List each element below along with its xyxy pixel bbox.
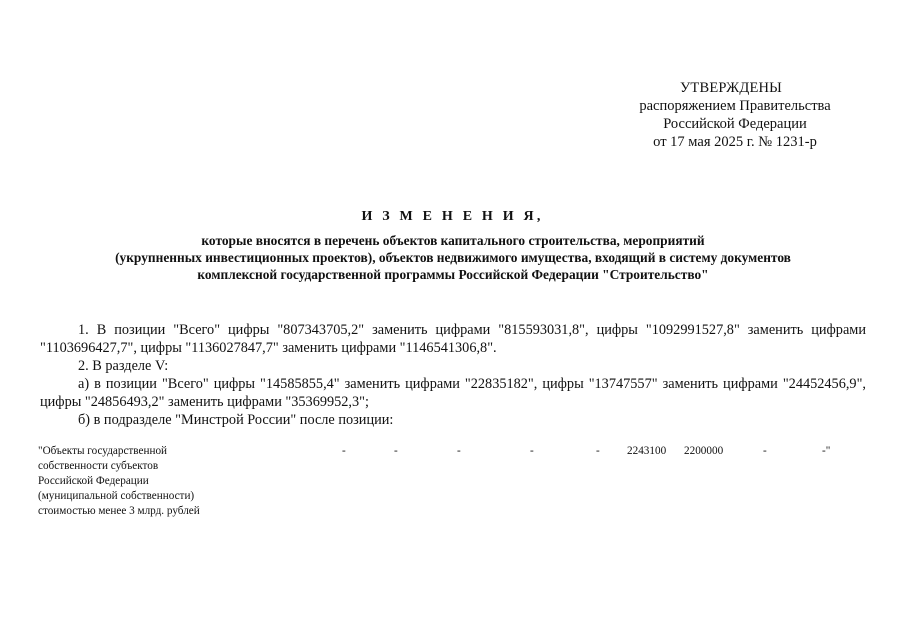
table-cell: - bbox=[530, 445, 534, 457]
table-cell: - bbox=[457, 445, 461, 457]
subtitle-line-1: которые вносятся в перечень объектов капитального строительства, мероприятий bbox=[201, 233, 705, 248]
table-row-label bbox=[38, 444, 248, 519]
approval-line-3: от 17 мая 2025 г. № 1231-р bbox=[653, 134, 817, 150]
document-subtitle bbox=[40, 232, 866, 283]
approval-line-1: распоряжением Правительства bbox=[639, 98, 831, 114]
subtitle-line-2: (укрупненных инвестиционных проектов), объектов недвижимого имущества, входящий в систему документов bbox=[115, 250, 791, 265]
paragraph-2a: а) в позиции "Всего" цифры "14585855,4" заменить цифрами "22835182", цифры "13747557" заменить цифрами "24452456,9", цифры "24856493,2" заменить цифрами "35369952,3"; bbox=[40, 376, 866, 410]
paragraph-2: 2. В разделе V: bbox=[78, 358, 169, 374]
table-cell: 2200000 bbox=[684, 445, 724, 457]
table-label-line: собственности субъектов bbox=[38, 460, 159, 472]
table-label-line: "Объекты государственной bbox=[38, 445, 168, 457]
approval-line-2: Российской Федерации bbox=[663, 116, 807, 132]
subtitle-line-3: комплексной государственной программы Российской Федерации "Строительство" bbox=[197, 267, 709, 282]
table-cell: -" bbox=[822, 445, 831, 457]
table-cell: - bbox=[763, 445, 767, 457]
table-label-line: (муниципальной собственности) bbox=[38, 490, 195, 502]
table-label-line: Российской Федерации bbox=[38, 475, 149, 487]
approval-block bbox=[560, 79, 905, 151]
table-cell: - bbox=[596, 445, 600, 457]
table-cell: - bbox=[342, 445, 346, 457]
paragraph-1: 1. В позиции "Всего" цифры "807343705,2" заменить цифрами "815593031,8", цифры "1092991527,8" заменить цифрами "1103696427,7", цифры "1136027847,7" заменить цифрами "1146541306,8". bbox=[40, 322, 866, 356]
table-cell: - bbox=[394, 445, 398, 457]
document-body bbox=[40, 321, 866, 429]
paragraph-2b: б) в подразделе "Минстрой России" после позиции: bbox=[78, 412, 394, 428]
approval-heading: УТВЕРЖДЕНЫ bbox=[679, 80, 783, 96]
table-label-line: стоимостью менее 3 млрд. рублей bbox=[38, 505, 200, 517]
document-title: И З М Е Н Е Н И Я, bbox=[361, 209, 544, 224]
table-cell: 2243100 bbox=[627, 445, 667, 457]
